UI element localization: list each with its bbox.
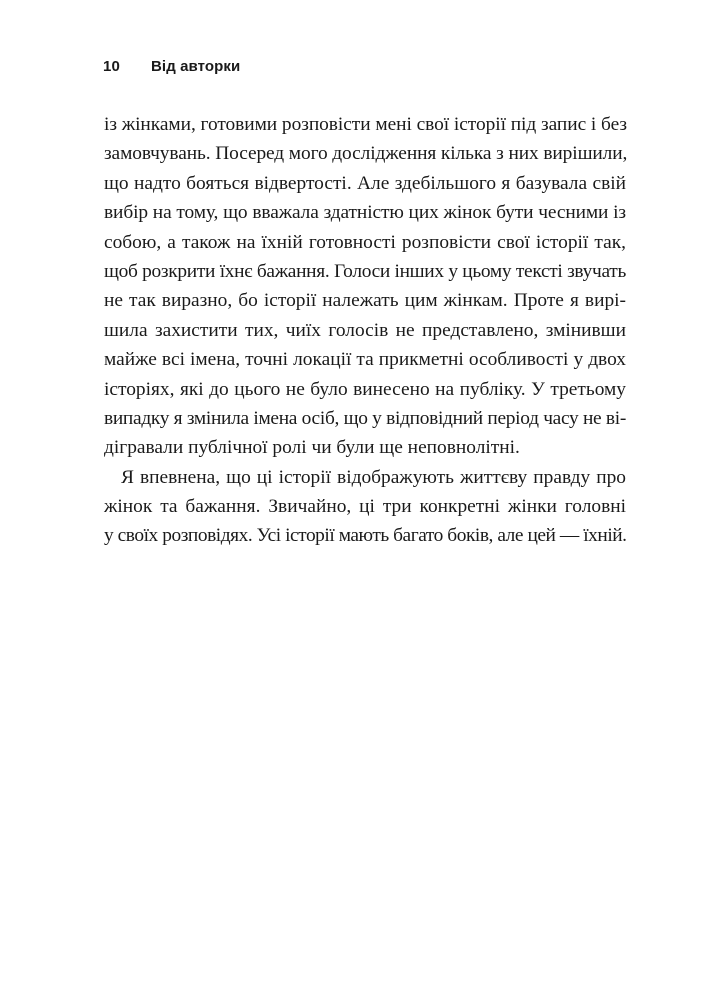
page-number: 10 xyxy=(103,58,120,75)
text-line: випадку я змінила імена осіб, що у відповідний період часу не ві- xyxy=(104,407,626,429)
running-head xyxy=(103,58,240,75)
text-line: жінок та бажання. Звичайно, ці три конкретні жінки головні xyxy=(104,496,626,518)
text-line: собою, а також на їхній готовності розповісти свої історії так, xyxy=(104,231,626,253)
text-line: вибір на тому, що вважала здатністю цих жінок бути чесними із xyxy=(104,202,626,224)
text-line: Я впевнена, що ці історії відображують життєву правду про xyxy=(121,466,626,488)
text-line: щоб розкрити їхнє бажання. Голоси інших у цьому тексті звучать xyxy=(104,260,626,282)
text-line: історіях, які до цього не було винесено на публіку. У третьому xyxy=(104,378,626,400)
paragraph-2 xyxy=(104,463,626,551)
text-line: шила захистити тих, чиїх голосів не представлено, змінивши xyxy=(104,319,626,341)
text-line: дігравали публічної ролі чи були ще неповнолітні. xyxy=(104,437,520,459)
paragraph-1 xyxy=(104,110,626,463)
body-text xyxy=(104,110,626,551)
running-head-title: Від авторки xyxy=(151,58,241,75)
text-line: замовчувань. Посеред мого дослідження кілька з них вирішили, xyxy=(104,143,628,165)
text-line: не так виразно, бо історії належать цим жінкам. Проте я вирі- xyxy=(104,290,626,312)
text-line: у своїх розповідях. Усі історії мають багато боків, але цей — їхній. xyxy=(104,525,627,547)
text-line: що надто бояться відвертості. Але здебільшого я базувала свій xyxy=(104,172,626,194)
text-line: майже всі імена, точні локації та прикметні особливості у двох xyxy=(104,349,626,371)
text-line: із жінками, готовими розповісти мені свої історії під запис і без xyxy=(104,114,628,135)
